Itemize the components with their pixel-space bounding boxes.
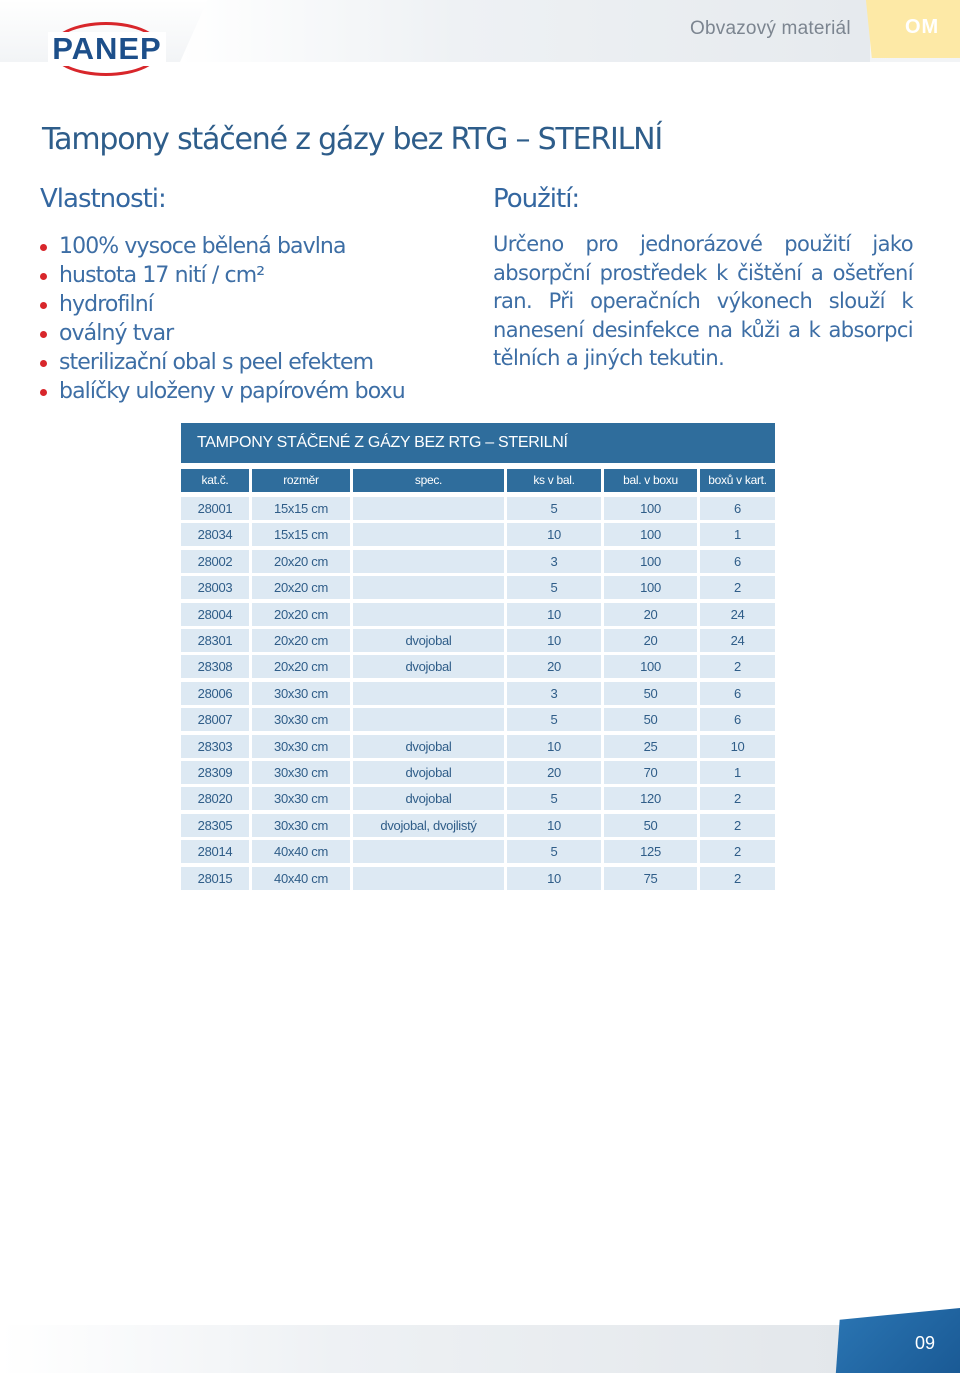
table-cell: 10 <box>507 735 601 758</box>
properties-heading: Vlastnosti: <box>40 184 166 214</box>
table-cell: 125 <box>604 840 697 863</box>
table-cell: 30x30 cm <box>252 682 350 705</box>
table-cell: dvojobal <box>353 787 504 810</box>
table-cell <box>353 550 504 573</box>
table-cell: 30x30 cm <box>252 761 350 784</box>
panep-logo <box>48 22 166 80</box>
table-cell: 2 <box>700 787 775 810</box>
table-title: TAMPONY STÁČENÉ Z GÁZY BEZ RTG – STERILNÍ <box>181 423 775 463</box>
table-cell: 50 <box>604 708 697 731</box>
section-tab-code: OM <box>905 16 940 38</box>
column-header: rozměr <box>252 469 350 492</box>
table-cell: 2 <box>700 814 775 837</box>
logo-text: PANEP <box>48 32 166 66</box>
table-cell: 3 <box>507 682 601 705</box>
table-cell: 100 <box>604 523 697 546</box>
table-cell: 28305 <box>181 814 249 837</box>
table-cell: 5 <box>507 840 601 863</box>
table-cell: 28309 <box>181 761 249 784</box>
table-cell: 1 <box>700 761 775 784</box>
column-header: bal. v boxu <box>604 469 697 492</box>
table-cell: 28001 <box>181 497 249 520</box>
bullet-icon <box>40 302 47 309</box>
property-text: 100% vysoce bělená bavlna <box>59 234 346 259</box>
table-cell: 5 <box>507 787 601 810</box>
table-cell: 28002 <box>181 550 249 573</box>
table-cell: 6 <box>700 550 775 573</box>
table-cell: 100 <box>604 576 697 599</box>
table-cell: 6 <box>700 682 775 705</box>
table-cell: 1 <box>700 523 775 546</box>
table-cell: 100 <box>604 497 697 520</box>
table-cell: 100 <box>604 655 697 678</box>
table-cell: 5 <box>507 497 601 520</box>
column-header: boxů v kart. <box>700 469 775 492</box>
table-cell: 2 <box>700 655 775 678</box>
property-item <box>40 290 405 319</box>
table-cell: 100 <box>604 550 697 573</box>
table-cell: 50 <box>604 814 697 837</box>
bullet-icon <box>40 244 47 251</box>
bullet-icon <box>40 360 47 367</box>
table-cell: 10 <box>507 629 601 652</box>
table-cell: 40x40 cm <box>252 867 350 890</box>
property-text: oválný tvar <box>59 321 174 346</box>
usage-heading: Použití: <box>493 184 580 214</box>
table-cell: 10 <box>507 867 601 890</box>
table-cell: 30x30 cm <box>252 708 350 731</box>
table-cell: 30x30 cm <box>252 735 350 758</box>
property-item <box>40 319 405 348</box>
usage-text: Určeno pro jednorázové použití jako absorpční prostředek k čištění a ošetření ran. Při operačních výkonech slouží k nanesení desinfekce na kůži a k absorpci tělních a jiných tekutin. <box>493 232 913 370</box>
table-cell <box>353 867 504 890</box>
table-cell: 28301 <box>181 629 249 652</box>
table-cell: 2 <box>700 576 775 599</box>
table-cell: 20x20 cm <box>252 550 350 573</box>
property-item <box>40 348 405 377</box>
table-cell: 28003 <box>181 576 249 599</box>
table-cell: 10 <box>507 814 601 837</box>
table-cell: 28004 <box>181 603 249 626</box>
page-tab <box>832 1308 960 1373</box>
property-item <box>40 232 405 261</box>
table-cell: dvojobal, dvojlistý <box>353 814 504 837</box>
column-header: kat.č. <box>181 469 249 492</box>
property-item <box>40 377 405 406</box>
table-cell: 10 <box>507 523 601 546</box>
table-cell: 20x20 cm <box>252 629 350 652</box>
table-cell: 20x20 cm <box>252 655 350 678</box>
property-text: sterilizační obal s peel efektem <box>59 350 374 375</box>
table-cell: 20 <box>604 629 697 652</box>
table-cell: 3 <box>507 550 601 573</box>
table-cell: 28020 <box>181 787 249 810</box>
property-item <box>40 261 405 290</box>
property-text: hustota 17 nití / cm² <box>59 263 265 288</box>
properties-list <box>40 232 405 406</box>
table-cell: 15x15 cm <box>252 523 350 546</box>
table-cell: dvojobal <box>353 735 504 758</box>
table-cell: 30x30 cm <box>252 814 350 837</box>
property-text: balíčky uloženy v papírovém boxu <box>59 379 405 404</box>
table-cell: 75 <box>604 867 697 890</box>
table-cell: 28006 <box>181 682 249 705</box>
table-cell: 20x20 cm <box>252 576 350 599</box>
section-title: Obvazový materiál <box>690 18 851 39</box>
table-cell: dvojobal <box>353 629 504 652</box>
table-cell: 40x40 cm <box>252 840 350 863</box>
footer-band <box>0 1325 840 1373</box>
page-title: Tampony stáčené z gázy bez RTG – STERILNÍ <box>42 122 663 157</box>
table-cell: 50 <box>604 682 697 705</box>
bullet-icon <box>40 331 47 338</box>
table-cell: 28034 <box>181 523 249 546</box>
column-header: spec. <box>353 469 504 492</box>
table-cell: 20 <box>507 655 601 678</box>
table-cell: 20 <box>507 761 601 784</box>
bullet-icon <box>40 389 47 396</box>
table-cell: dvojobal <box>353 655 504 678</box>
bullet-icon <box>40 273 47 280</box>
table-cell: 5 <box>507 708 601 731</box>
table-cell: 120 <box>604 787 697 810</box>
table-cell: 28303 <box>181 735 249 758</box>
table-cell: 2 <box>700 840 775 863</box>
table-cell <box>353 576 504 599</box>
table-cell: 70 <box>604 761 697 784</box>
table-cell: 28308 <box>181 655 249 678</box>
table-cell <box>353 603 504 626</box>
table-cell: 28015 <box>181 867 249 890</box>
table-cell: 30x30 cm <box>252 787 350 810</box>
table-cell: 20 <box>604 603 697 626</box>
table-cell: 28014 <box>181 840 249 863</box>
table-cell: 28007 <box>181 708 249 731</box>
table-cell: 2 <box>700 867 775 890</box>
table-cell <box>353 523 504 546</box>
property-text: hydrofilní <box>59 292 153 317</box>
table-cell: 20x20 cm <box>252 603 350 626</box>
page-number: 09 <box>915 1333 936 1353</box>
column-header: ks v bal. <box>507 469 601 492</box>
table-cell: 24 <box>700 603 775 626</box>
table-cell: 5 <box>507 576 601 599</box>
table-cell <box>353 840 504 863</box>
table-cell <box>353 497 504 520</box>
table-cell: dvojobal <box>353 761 504 784</box>
table-cell: 10 <box>507 603 601 626</box>
table-cell: 6 <box>700 708 775 731</box>
table-cell <box>353 708 504 731</box>
table-cell: 6 <box>700 497 775 520</box>
table-cell: 15x15 cm <box>252 497 350 520</box>
table-cell <box>353 682 504 705</box>
table-cell: 25 <box>604 735 697 758</box>
table-cell: 10 <box>700 735 775 758</box>
table-cell: 24 <box>700 629 775 652</box>
